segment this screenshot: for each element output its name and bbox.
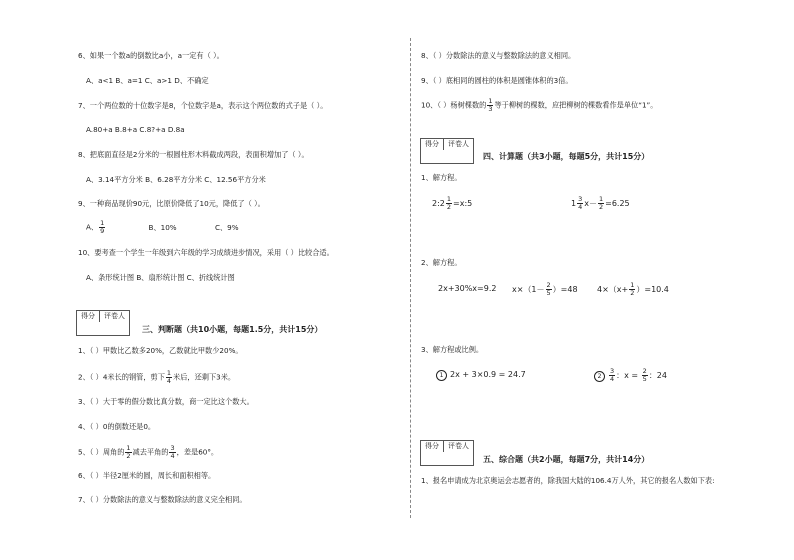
calc-1-equation-1: 2:2 $\frac{1}{2}$ =x:5	[432, 195, 473, 211]
score-box-section-3	[76, 310, 130, 336]
judge-10: 10、（ ）杨树棵数的 $\frac{1}{3}$ 等于柳树的棵数，应把柳树的棵数看作是单位“1”。	[421, 97, 658, 113]
question-8: 8、把底面直径是2分米的一根圆柱形木料截成两段，表面积增加了（ ）。	[78, 150, 309, 159]
question-10: 10、要考查一个学生一年级到六年级的学习成绩进步情况，采用（ ）比较合适。	[78, 248, 334, 257]
question-10-options: A、条形统计图 B、扇形统计图 C、折线统计图	[86, 273, 235, 282]
calc-3-label: 3、解方程或比例。	[421, 345, 484, 354]
synthesis-1: 1、报名申请成为北京奥运会志愿者的，除我国大陆的106.4万人外，其它的报名人数如下表:	[421, 476, 715, 485]
q9-option-a-fraction: $\frac{1}{9}$	[100, 219, 105, 235]
grader-label: 评卷人	[104, 312, 125, 320]
question-8-options: A、3.14平方分米 B、6.28平方分米 C、12.56平方分米	[86, 175, 266, 184]
judge-9: 9、（ ）底相同的圆柱的体积是圆锥体积的3倍。	[421, 76, 573, 85]
judge-2: 2、（ ）4米长的钢管，剪下 $\frac{1}{4}$ 米后，还剩下3米。	[78, 369, 236, 385]
question-7: 7、一个两位数的十位数字是8，个位数字是a，表示这个两位数的式子是（ ）。	[78, 101, 328, 110]
q9-option-c: C、9%	[214, 222, 239, 232]
calc-2-equation-2: x×（1－ $\frac{2}{5}$ ）=48	[512, 281, 578, 297]
question-9: 9、一种商品现价90元，比原价降低了10元，降低了（ ）。	[78, 199, 265, 208]
judge-6: 6、（ ）半径2厘米的圆，周长和面积相等。	[78, 471, 216, 480]
section-5-title: 五、综合题（共2小题，每题7分，共计14分）	[483, 455, 650, 464]
calc-2-label: 2、解方程。	[421, 258, 462, 267]
judge-5: 5、（ ）周角的 $\frac{1}{2}$ 减去平角的 $\frac{3}{4}$ ，差是60°。	[78, 444, 219, 460]
grader-label: 评卷人	[448, 140, 469, 148]
question-6: 6、如果一个数a的倒数比a小，a一定有（ ）。	[78, 51, 224, 60]
question-7-options: A.80+a B.8+a C.8?+a D.8a	[86, 125, 185, 134]
judge-7: 7、（ ）分数除法的意义与整数除法的意义完全相同。	[78, 495, 247, 504]
calc-2-equation-1: 2x+30%x=9.2	[438, 284, 497, 293]
calc-1-label: 1、解方程。	[421, 173, 462, 182]
calc-3-equation-2: 2 $\frac{3}{4}$ ：x = $\frac{2}{5}$ ：24	[594, 368, 667, 383]
column-divider	[410, 38, 412, 518]
calc-3-equation-1: 1 2x + 3×0.9 = 24.7	[436, 370, 526, 381]
score-label: 得分	[77, 311, 100, 322]
section-4-title: 四、计算题（共3小题，每题5分，共计15分）	[483, 152, 650, 161]
circled-number-1: 1	[436, 370, 447, 381]
question-6-options: A、a<1 B、a=1 C、a>1 D、不确定	[86, 76, 209, 85]
q9-option-a-prefix: A、	[86, 222, 99, 232]
judge-8: 8、（ ）分数除法的意义与整数除法的意义相同。	[421, 51, 576, 60]
q9-option-b: B、10%	[148, 222, 177, 232]
score-label: 得分	[421, 441, 444, 452]
calc-1-equation-2: 1 $\frac{3}{4}$ x－ $\frac{1}{2}$ =6.25	[571, 195, 630, 211]
judge-3: 3、（ ）大于零的假分数比真分数，商一定比这个数大。	[78, 397, 254, 406]
score-box-section-4	[420, 138, 474, 164]
grader-label: 评卷人	[448, 442, 469, 450]
score-label: 得分	[421, 139, 444, 150]
question-9-options	[86, 220, 239, 235]
calc-2-equation-3: 4×（x+ $\frac{1}{2}$ ）=10.4	[597, 281, 669, 297]
circled-number-2: 2	[594, 371, 605, 382]
judge-4: 4、（ ）0的倒数还是0。	[78, 422, 156, 431]
judge-1: 1、（ ）甲数比乙数多20%，乙数就比甲数少20%。	[78, 346, 243, 355]
section-3-title: 三、判断题（共10小题，每题1.5分，共计15分）	[142, 325, 323, 334]
score-box-section-5	[420, 440, 474, 466]
